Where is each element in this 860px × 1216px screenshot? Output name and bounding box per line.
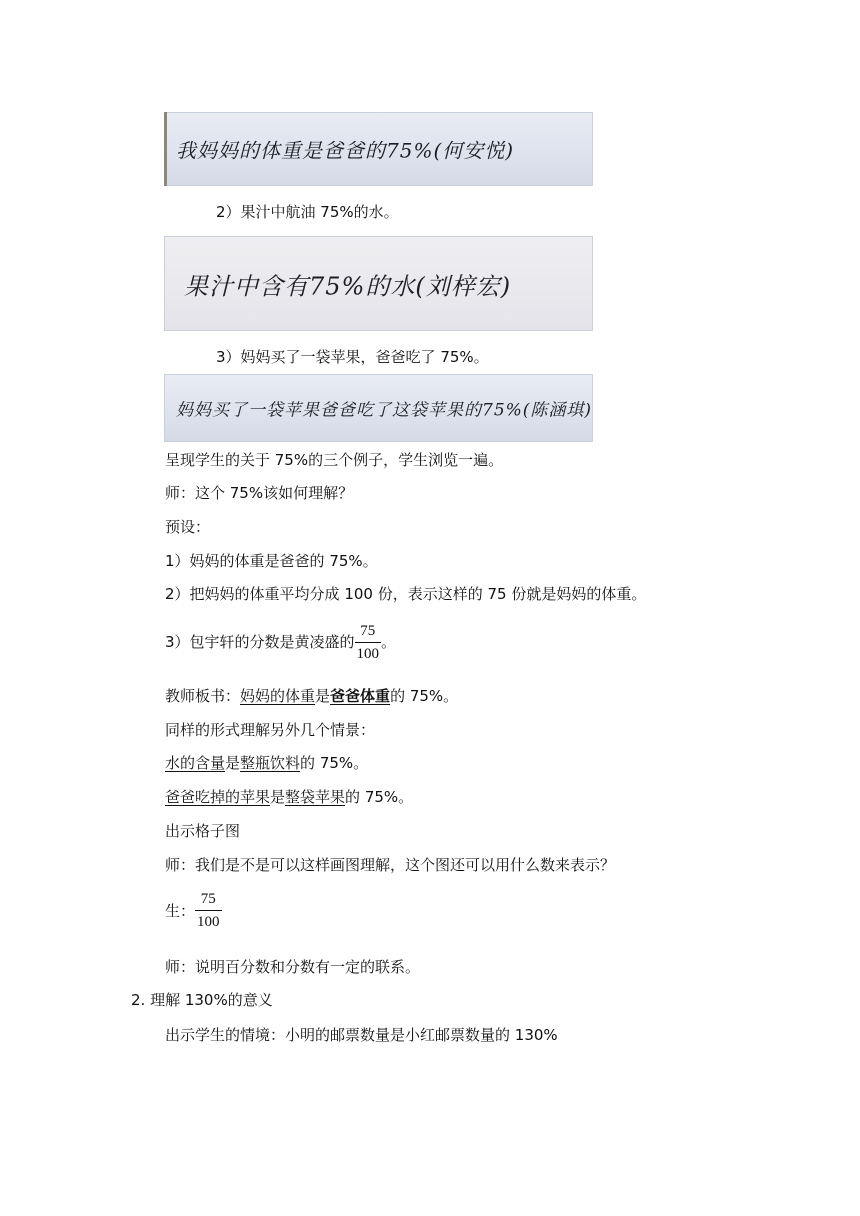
handwriting-photo-1 <box>164 112 593 186</box>
fraction-denominator: 100 <box>356 646 380 662</box>
apple-underlined-2: 整袋苹果 <box>285 788 346 806</box>
handwriting-photo-3 <box>164 374 593 442</box>
section-2-heading: 2. 理解 130%的意义 <box>131 991 273 1009</box>
board-underlined-2: 爸爸体重 <box>330 687 391 705</box>
apple-line <box>165 787 413 807</box>
handwriting-text: 妈妈买了一袋苹果爸爸吃了这袋苹果的75%(陈涵琪) <box>176 400 593 421</box>
board-underlined-1: 妈妈的体重 <box>240 687 316 705</box>
apple-underlined-1: 爸爸吃掉的苹果 <box>165 788 271 806</box>
fraction-denominator: 100 <box>197 914 220 930</box>
grid-line: 出示格子图 <box>165 822 241 840</box>
handwriting-text: 果汁中含有75%的水(刘梓宏) <box>184 272 512 300</box>
caption-3: 3）妈妈买了一袋苹果，爸爸吃了 75%。 <box>216 348 489 366</box>
present-line: 呈现学生的关于 75%的三个例子，学生浏览一遍。 <box>165 451 504 469</box>
preset-label: 预设： <box>165 518 211 536</box>
handwriting-photo-2 <box>164 236 593 331</box>
board-prefix: 教师板书： <box>165 687 241 705</box>
preset-3 <box>165 622 396 663</box>
water-line <box>165 753 368 773</box>
preset-3-text: 3）包宇轩的分数是黄凌盛的 <box>165 633 355 651</box>
caption-2: 2）果汁中航油 75%的水。 <box>216 203 399 221</box>
water-underlined-2: 整瓶饮料 <box>240 754 301 772</box>
handwriting-text: 我妈妈的体重是爸爸的75%(何安悦) <box>176 138 515 163</box>
fraction-numerator: 75 <box>355 622 382 643</box>
board-end: 的 75%。 <box>390 687 459 705</box>
preset-1: 1）妈妈的体重是爸爸的 75%。 <box>165 552 378 570</box>
board-line <box>165 686 458 706</box>
preset-2: 2）把妈妈的体重平均分成 100 份，表示这样的 75 份就是妈妈的体重。 <box>165 585 647 603</box>
student-answer <box>165 890 222 931</box>
fraction-numerator: 75 <box>195 890 222 911</box>
fraction <box>355 622 382 663</box>
water-end: 的 75%。 <box>300 754 369 772</box>
teacher-question: 师：这个 75%该如何理解？ <box>165 484 354 502</box>
teacher-relation: 师：说明百分数和分数有一定的联系。 <box>165 958 421 976</box>
preset-3-suffix: 。 <box>381 633 397 651</box>
board-mid: 是 <box>315 687 331 705</box>
same-form-line: 同样的形式理解另外几个情景： <box>165 721 376 739</box>
student-label: 生： <box>165 902 196 920</box>
apple-end: 的 75%。 <box>345 788 414 806</box>
teacher-grid-question: 师：我们是不是可以这样画图理解，这个图还可以用什么数来表示？ <box>165 856 616 874</box>
water-mid: 是 <box>225 754 241 772</box>
fraction <box>195 890 222 931</box>
water-underlined-1: 水的含量 <box>165 754 226 772</box>
apple-mid: 是 <box>270 788 286 806</box>
photo-edge <box>164 112 167 186</box>
situation-line: 出示学生的情境：小明的邮票数量是小红邮票数量的 130% <box>165 1026 558 1044</box>
